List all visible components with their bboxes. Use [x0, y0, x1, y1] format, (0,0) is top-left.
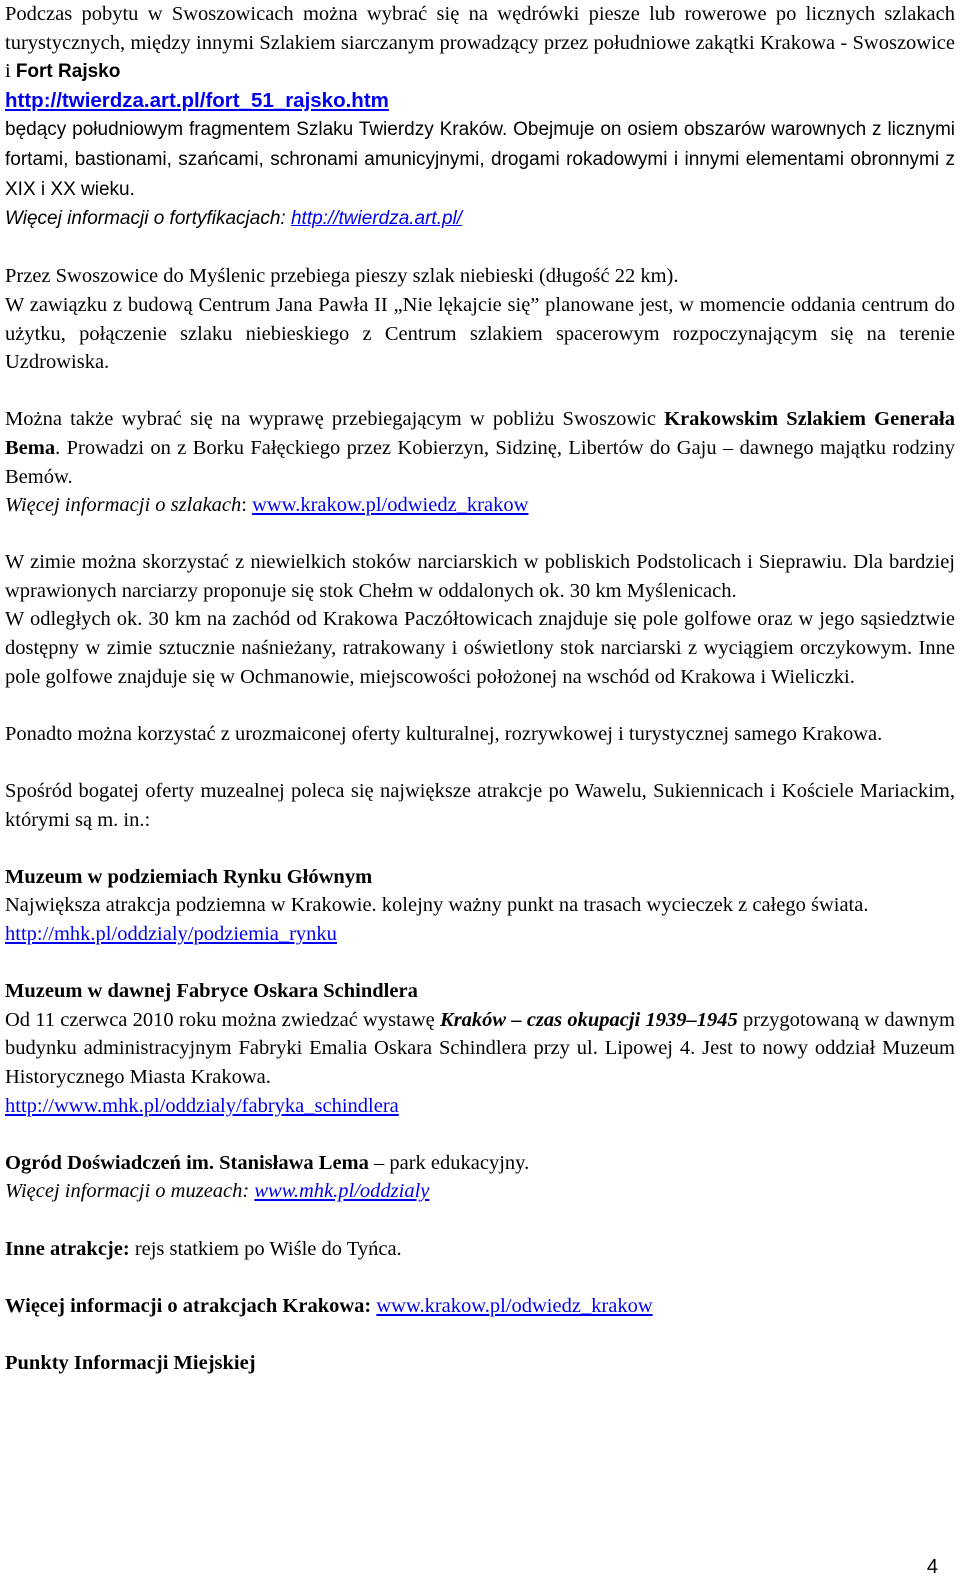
paragraph-ski [5, 548, 955, 691]
krakow-visit-link[interactable]: www.krakow.pl/odwiedz_krakow [252, 494, 529, 517]
other-attractions-label: Inne atrakcje: [5, 1237, 130, 1260]
paragraph-text: – park edukacyjny. [368, 1151, 530, 1174]
section-underground-museum [5, 863, 955, 949]
paragraph-krakow-offer [5, 720, 955, 749]
paragraph-text: Można także wybrać się na wyprawę przebiegającym w pobliżu Swoszowic [5, 408, 665, 431]
paragraph-text: przygotowaną w dawnym budynku administracyjnym Fabryki Emalia Oskara Schindlera przy ul. Lipowej 4. Jest to nowy oddział Muzeum Historycznego Miasta Krakowa. [5, 1008, 955, 1088]
paragraph-text: Ponadto można korzystać z urozmaiconej oferty kulturalnej, rozrywkowej i turystycznej samego Krakowa. [5, 722, 883, 745]
bem-trail-label: Krakowskim Szlakiem Generała Bema [5, 408, 955, 459]
krakow-attractions-link[interactable]: www.krakow.pl/odwiedz_krakow [376, 1294, 653, 1317]
fort-rajsko-label: Fort Rajsko [15, 61, 121, 83]
museum-title: Muzeum w podziemiach Rynku Głównym [5, 865, 373, 888]
paragraph-fortifications [5, 0, 955, 234]
exhibition-title: Kraków – czas okupacji 1939–1945 [440, 1008, 738, 1031]
garden-title: Ogród Doświadczeń im. Stanisława Lema [5, 1151, 369, 1174]
paragraph-text: Podczas pobytu w Swoszowicach można wybrać się na wędrówki piesze lub rowerowe po licznych szlakach turystycznych, między innymi Szlakiem siarczanym prowadzący przez południowe zakątki Krakowa - Swoszowice i [5, 3, 955, 83]
twierdza-link[interactable]: http://twierdza.art.pl/ [290, 208, 463, 230]
document-page [5, 0, 955, 1378]
paragraph-text: Największa atrakcja podziemna w Krakowie. kolejny ważny punkt na trasach wycieczek z całego świata. [5, 894, 869, 917]
fort-rajsko-link[interactable]: http://twierdza.art.pl/fort_51_rajsko.htm [5, 88, 389, 112]
paragraph-text: W zawiązku z budową Centrum Jana Pawła II „Nie lękajcie się” planowane jest, w momencie oddania centrum do użytku, połączenie szlaku niebieskiego z Centrum szlakiem spacerowym rozpoczynającym się na terenie Uzdrowiska. [5, 293, 955, 374]
underground-museum-link[interactable]: http://mhk.pl/oddzialy/podziemia_rynku [5, 923, 337, 945]
info-points-heading: Punkty Informacji Miejskiej [5, 1351, 256, 1374]
section-info-points [5, 1349, 955, 1378]
section-lem-garden [5, 1149, 955, 1206]
fortifications-more-info-label: Więcej informacji o fortyfikacjach: [5, 208, 291, 230]
section-more-info [5, 1292, 955, 1321]
museums-more-info-label: Więcej informacji o muzeach: [5, 1180, 255, 1203]
paragraph-text: będący południowym fragmentem Szlaku Twierdzy Kraków. Obejmuje on osiem obszarów warownych z licznymi fortami, bastionami, szańcami, schronami amunicyjnymi, drogami rokadowymi i innymi elementami obronnymi z XIX i XX wieku. [5, 119, 955, 200]
section-schindler-museum [5, 977, 955, 1120]
paragraph-museums-intro [5, 777, 955, 834]
museum-title: Muzeum w dawnej Fabryce Oskara Schindlera [5, 980, 418, 1003]
section-other-attractions [5, 1235, 955, 1264]
paragraph-text: Spośród bogatej oferty muzealnej poleca się największe atrakcje po Wawelu, Sukiennicach i Kościele Mariackim, którymi są m. in.: [5, 780, 955, 831]
page-number: 4 [926, 1556, 938, 1578]
trails-more-info-label: Więcej informacji o szlakach [5, 494, 242, 517]
attractions-more-info-label: Więcej informacji o atrakcjach Krakowa: [5, 1294, 377, 1317]
paragraph-text: W odległych ok. 30 km na zachód od Krakowa Paczółtowicach znajduje się pole golfowe oraz w jego sąsiedztwie dostępny w zimie sztucznie naśnieżany, ratrakowany i oświetlony stok narciarski z wyciągiem orczykowym. Inne pole golfowe znajduje się w Ochmanowie, miejscowości położonej na wschód od Krakowa i Wieliczki. [5, 608, 955, 688]
paragraph-text: W zimie można skorzystać z niewielkich stoków narciarskich w pobliskich Podstolicach i Sieprawiu. Dla bardziej wprawionych narciarzy proponuje się stok Chełm w oddalonych ok. 30 km Myślenicach. [5, 551, 955, 602]
schindler-museum-link[interactable]: http://www.mhk.pl/oddzialy/fabryka_schindlera [5, 1094, 399, 1117]
paragraph-text: rejs statkiem po Wiśle do Tyńca. [129, 1237, 402, 1260]
paragraph-text: Przez Swoszowice do Myślenic przebiega pieszy szlak niebieski (długość 22 km). [5, 265, 679, 288]
colon-text: : [241, 494, 253, 517]
paragraph-text: . Prowadzi on z Borku Fałęckiego przez Kobierzyn, Sidzinę, Libertów do Gaju – dawnego majątku rodziny Bemów. [5, 436, 955, 488]
paragraph-blue-trail [5, 262, 955, 376]
mhk-branches-link[interactable]: www.mhk.pl/oddzialy [254, 1180, 430, 1203]
paragraph-text: Od 11 czerwca 2010 roku można zwiedzać wystawę [5, 1008, 441, 1031]
paragraph-bem-trail [5, 405, 955, 519]
